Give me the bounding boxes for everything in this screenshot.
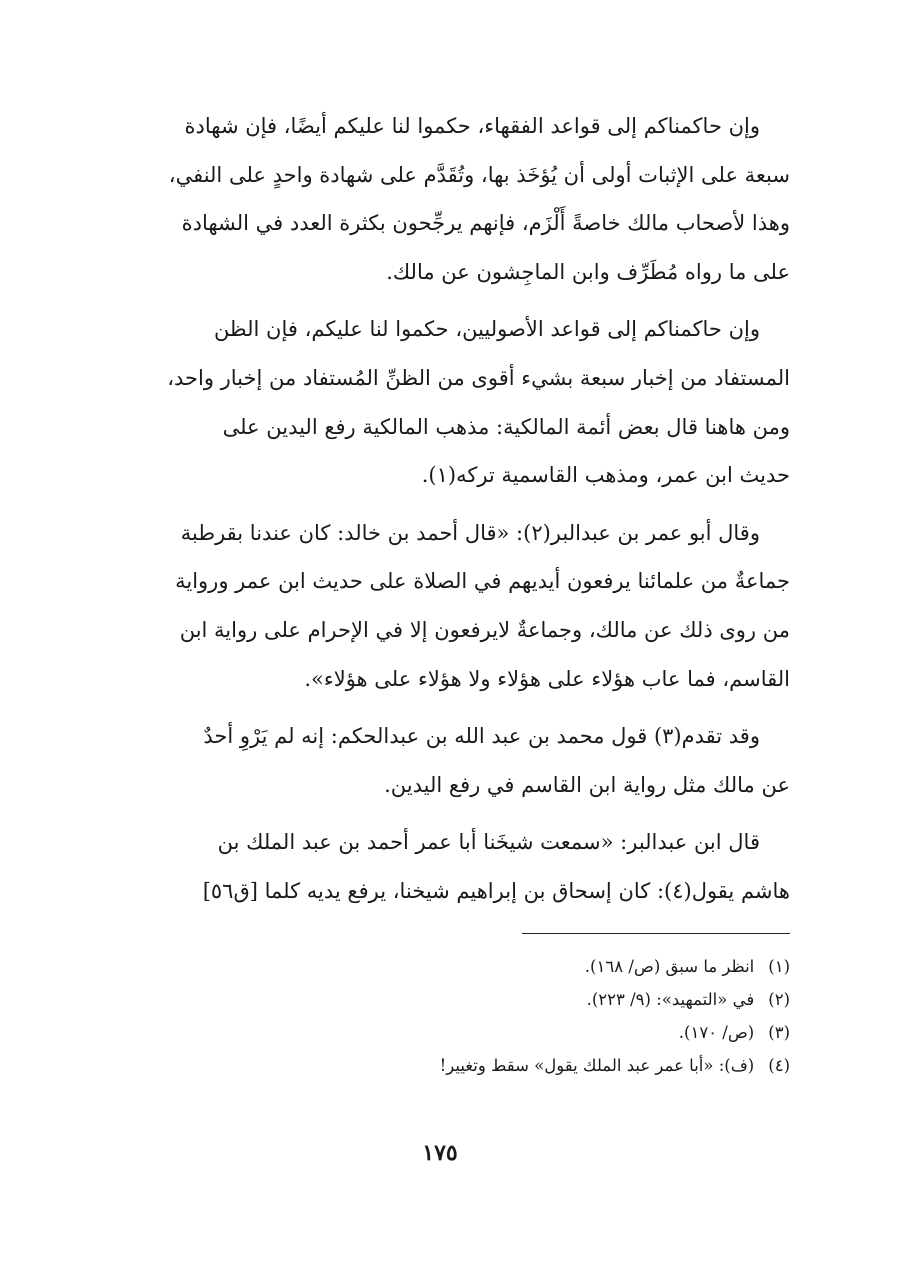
text-line: وهذا لأصحاب مالك خاصةً أَلْزَم، فإنهم يرجِّحون بكثرة العدد في الشهادة [181, 211, 790, 236]
paragraph-2 [100, 305, 790, 499]
footnotes [100, 950, 790, 1082]
text-line: سبعة على الإثبات أولى أن يُؤخَذ بها، وتُقَدَّم على شهادة واحدٍ على النفي، [168, 162, 790, 187]
text-line: جماعةٌ من علمائنا يرفعون أيديهم في الصلاة على حديث ابن عمر ورواية [175, 569, 790, 594]
main-text [100, 102, 790, 925]
text-line: هاشم يقول(٤): كان إسحاق بن إبراهيم شيخنا، يرفع يديه كلما [ق٥٦] [202, 878, 790, 903]
page-number: ١٧٥ [422, 1140, 458, 1166]
footnote-number: (٢) [768, 990, 790, 1009]
paragraph-3 [100, 509, 790, 703]
text-line: وقد تقدم(٣) قول محمد بن عبد الله بن عبدالحكم: إنه لم يَرْوِ أحدٌ [203, 724, 760, 749]
text-line: وقال أبو عمر بن عبدالبر(٢): «قال أحمد بن خالد: كان عندنا بقرطبة [180, 520, 760, 545]
footnote-2 [100, 983, 790, 1016]
text-line: قال ابن عبدالبر: «سمعت شيخَنا أبا عمر أحمد بن عبد الملك بن [217, 830, 760, 855]
footnote-text: (ف): «أبا عمر عبد الملك يقول» سقط وتغيير! [439, 1056, 755, 1075]
text-line: من روى ذلك عن مالك، وجماعةٌ لايرفعون إلا في الإحرام على رواية ابن [179, 617, 790, 642]
footnote-number: (٣) [768, 1023, 790, 1042]
text-line: حديث ابن عمر، ومذهب القاسمية تركه(١). [421, 463, 790, 488]
footnote-text: في «التمهيد»: (٩/ ٢٢٣). [586, 990, 755, 1009]
footnote-4 [100, 1049, 790, 1082]
footnote-1 [100, 950, 790, 983]
text-line: وإن حاكمناكم إلى قواعد الأصوليين، حكموا لنا عليكم، فإن الظن [213, 317, 760, 342]
footnote-text: انظر ما سبق (ص/ ١٦٨). [584, 957, 755, 976]
text-line: ومن هاهنا قال بعض أئمة المالكية: مذهب المالكية رفع اليدين على [222, 414, 790, 439]
footnote-number: (١) [768, 957, 790, 976]
text-line: المستفاد من إخبار سبعة بشيء أقوى من الظنِّ المُستفاد من إخبار واحد، [167, 365, 790, 390]
footnote-text: (ص/ ١٧٠). [678, 1023, 755, 1042]
text-line: وإن حاكمناكم إلى قواعد الفقهاء، حكموا لنا عليكم أيضًا، فإن شهادة [184, 114, 760, 138]
paragraph-5 [100, 818, 790, 915]
footnote-number: (٤) [768, 1056, 790, 1075]
footnote-3 [100, 1016, 790, 1049]
footnote-divider [522, 933, 790, 934]
paragraph-4 [100, 712, 790, 809]
text-line: على ما رواه مُطَرِّف وابن الماجِشون عن مالك. [386, 259, 790, 284]
text-line: عن مالك مثل رواية ابن القاسم في رفع اليدين. [384, 772, 790, 797]
paragraph-1 [100, 102, 790, 296]
text-line: القاسم، فما عاب هؤلاء على هؤلاء ولا هؤلاء على هؤلاء». [304, 666, 790, 691]
